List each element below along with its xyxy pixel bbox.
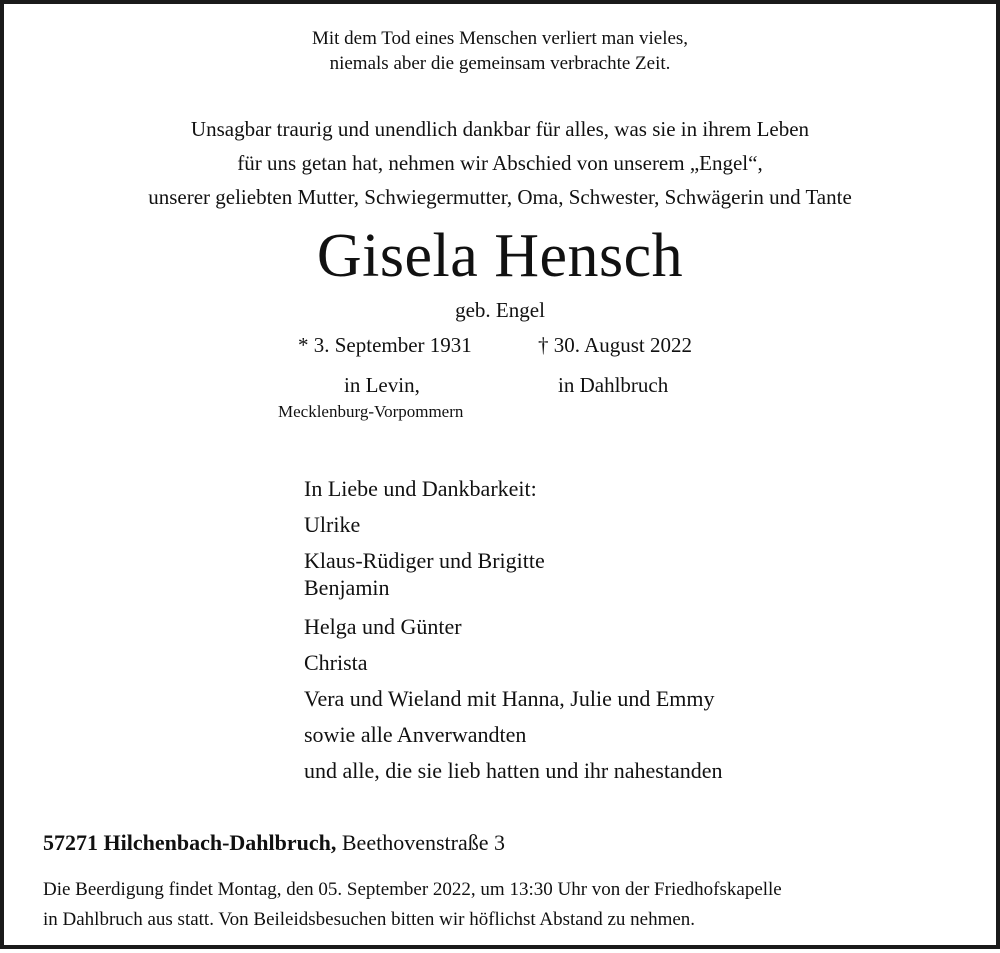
family-list: [304, 471, 722, 789]
funeral-line: in Dahlbruch aus statt. Von Beileidsbesuchen bitten wir höflichst Abstand zu nehmen.: [43, 909, 696, 930]
memorial-quote: [4, 26, 996, 76]
family-member: Vera und Wieland mit Hanna, Julie und Emmy: [304, 686, 715, 711]
quote-line: Mit dem Tod eines Menschen verliert man vieles,: [311, 28, 689, 49]
intro-line: für uns getan hat, nehmen wir Abschied von unserem „Engel“,: [237, 151, 763, 175]
funeral-line: Die Beerdigung findet Montag, den 05. September 2022, um 13:30 Uhr von der Friedhofskapelle: [43, 879, 782, 900]
birth-region: Mecklenburg-Vorpommern: [278, 402, 464, 421]
address-city: 57271 Hilchenbach-Dahlbruch,: [43, 830, 337, 855]
family-member: Helga und Günter: [304, 614, 462, 639]
family-member: Ulrike: [304, 512, 361, 537]
intro-line: Unsagbar traurig und unendlich dankbar für alles, was sie in ihrem Leben: [190, 117, 810, 141]
family-member: Klaus-Rüdiger und Brigitte: [304, 548, 545, 573]
birth-place: in Levin,: [344, 373, 420, 397]
intro-line: unserer geliebten Mutter, Schwiegermutter, Oma, Schwester, Schwägerin und Tante: [148, 185, 852, 209]
family-member: Benjamin: [304, 575, 390, 600]
funeral-notice: [43, 875, 782, 935]
maiden-name: geb. Engel: [455, 298, 545, 322]
family-heading: In Liebe und Dankbarkeit:: [304, 476, 537, 501]
death-date: † 30. August 2022: [538, 333, 693, 357]
family-member: sowie alle Anverwandten: [304, 722, 527, 747]
family-member: und alle, die sie lieb hatten und ihr nahestanden: [304, 758, 723, 783]
quote-line: niemals aber die gemeinsam verbrachte Zeit.: [329, 53, 671, 74]
birth-date: * 3. September 1931: [298, 333, 472, 357]
address-street: Beethovenstraße 3: [341, 830, 505, 855]
intro-text: [4, 112, 996, 214]
deceased-name: Gisela Hensch: [316, 222, 684, 290]
death-place: in Dahlbruch: [558, 373, 669, 397]
mourning-address: [43, 830, 505, 856]
family-member: Christa: [304, 650, 368, 675]
